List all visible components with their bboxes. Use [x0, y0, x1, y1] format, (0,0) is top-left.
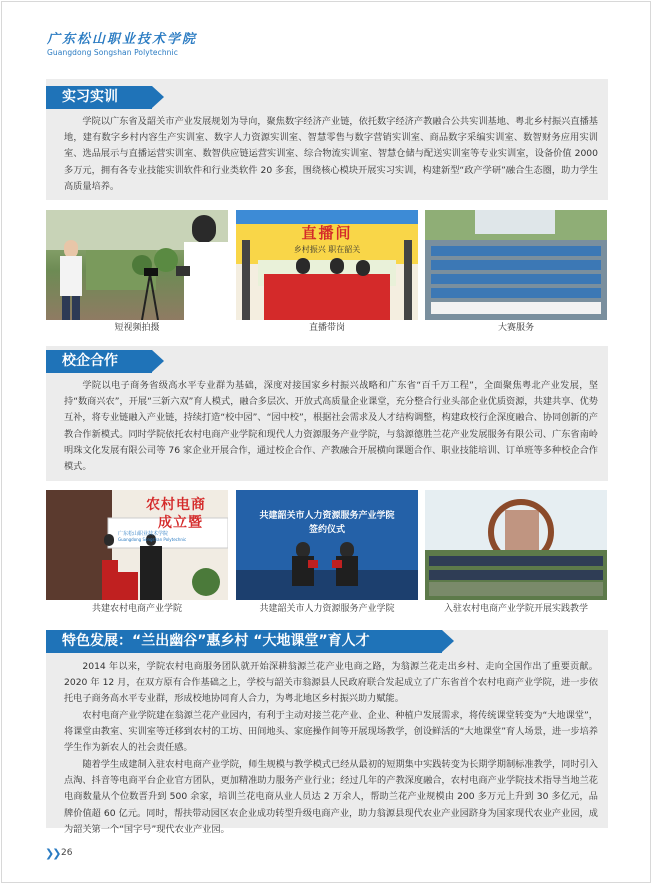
section-cooperation-text: 学院以电子商务省级高水平专业群为基础，深度对接国家乡村振兴战略和广东省“百千万工程”，全面聚焦粤北产业发展，坚持“数商兴农”，开展“三新六双”育人模式，融合多层次、开放式高质量企业课堂，充分整合行业头部企业优质资源，共建共享、优势互补，将专业链融入产业链，持续打造“校中园”、“园中校”，根据社会需求及人才结构调整，构建政校行企深度融合、协同创新的产教合作新模式。同时学院依托农村电商产业学院和现代人力资源服务产业学院，与翁源德胜兰花产业发展服务有限公司、广东省南岭明珠文化发展有限公司等 76 家企业开展合作，通过校企合作、产教融合开展横向课题合作、职业技能培训、订单班等多种校企合作模式。 — [64, 380, 598, 473]
logo-chinese: 广东松山职业技术学院 — [47, 32, 198, 47]
livestream-sign-sub: 乡村振兴 职在韶关 — [293, 245, 361, 254]
group-photo-illustration — [425, 210, 607, 320]
section-cooperation-title: 校企合作 — [46, 350, 152, 373]
section-feature-title: 特色发展：“兰出幽谷”惠乡村 “大地课堂”育人才 — [46, 630, 442, 653]
video-shooting-illustration — [46, 210, 228, 320]
caption-group: 大赛服务 — [497, 323, 534, 333]
caption-unveiling: 共建农村电商产业学院 — [91, 604, 182, 614]
logo-english: Guangdong Songshan Polytechnic — [47, 48, 178, 57]
page-number: 26 — [61, 848, 73, 858]
photo-video-shooting — [46, 210, 228, 320]
signing-screen-sub: 签约仪式 — [308, 525, 345, 535]
outdoor-group-illustration — [425, 490, 607, 600]
section-feature-text-3: 随着学生成建制入驻农村电商产业学院，师生规模与教学模式已经从最初的短期集中实践转变为长期学期制标准教学，同时引入点淘、抖音等电商平台企业官方团队，更加精准助力服务产业行业；经过几年的产教深度融合，农村电商产业学院技术指导当地兰花电商数量从个位数晋升到 500 余家，培训兰花电商从业人员达 2 万余人，帮助兰花产业规模由 200 多万元上升到 30 多亿元，品牌价值超 60 亿元。同时，帮扶带动园区农企业成功转型升级电商产业，助力翁源县现代农业产业园跻身为国家现代农业产业园，成为韶关第一个“国字号”现代农业产业园。 — [64, 759, 598, 835]
section-feature-text-1: 2014 年以来，学院农村电商服务团队就开始深耕翁源兰花产业电商之路，为翁源兰花走出乡村、走向全国作出了重要贡献。2020 年 12 月，在双方原有合作基础之上，学校与韶关市翁源县人民政府联合发起成立了广东省首个农村电商产业学院，进一步依托电子商务高水平专业群，形成校地协同育人合力，为粤北地区乡村振兴助力赋能。 — [64, 661, 598, 705]
photo-outdoor-group — [425, 490, 607, 600]
caption-livestream: 直播带岗 — [308, 323, 345, 333]
caption-outdoor-group: 入驻农村电商产业学院开展实践教学 — [443, 604, 588, 614]
signing-illustration — [236, 490, 418, 600]
photo-group — [425, 210, 607, 320]
unveiling-sign-line1: 农村电商 — [146, 497, 206, 513]
livestream-sign-title: 直播间 — [301, 224, 353, 242]
signing-screen-title: 共建韶关市人力资源服务产业学院 — [259, 511, 395, 521]
section-internship-title: 实习实训 — [46, 86, 152, 109]
caption-signing: 共建韶关市人力资源服务产业学院 — [259, 604, 395, 614]
unveiling-plaque-cn: 广东松山职业技术学院 — [118, 531, 169, 537]
caption-video-shooting: 短视频拍摄 — [114, 323, 160, 333]
unveiling-sign-line2: 成立暨 — [158, 515, 203, 531]
photo-unveiling — [46, 490, 228, 600]
unveiling-plaque-en: Guangdong Songshan Polytechnic — [118, 537, 187, 542]
photo-signing — [236, 490, 418, 600]
photo-livestream — [236, 210, 418, 320]
section-internship-text: 学院以广东省及韶关市产业发展规划为导向，聚焦数字经济产业链，依托数字经济产教融合公共实训基地、粤北乡村振兴直播基地，建有数字乡村内容生产实训室、数字人力资源实训室、智慧零售与数字营销实训室、商品数字采编实训室、数智财务应用实训室、选品展示与直播运营实训室、数智供应链运营实训室、综合物流实训室、智慧仓储与配送实训室等专业实训室，设备价值 2000 多万元，拥有各专业技能实训软件和行业类软件 20 多套，围绕核心模块开展实习实训，构建新型“政产学研”融合生态圈，助力学生高质量培养。 — [64, 116, 598, 192]
double-chevron-icon: ❯❯ — [45, 847, 60, 860]
college-logo — [47, 33, 197, 57]
section-feature-text-2: 农村电商产业学院建在翁源兰花产业园内，有利于主动对接兰花产业、企业、种植户发展需求，将传统课堂转变为“大地课堂”，将课堂由教室、实训室等迁移到农村的工坊、田间地头、家庭操作间等开展现场教学，创设鲜活的“大地课堂”育人场景，进一步培养学生作为新农人的社会责任感。 — [64, 710, 598, 754]
